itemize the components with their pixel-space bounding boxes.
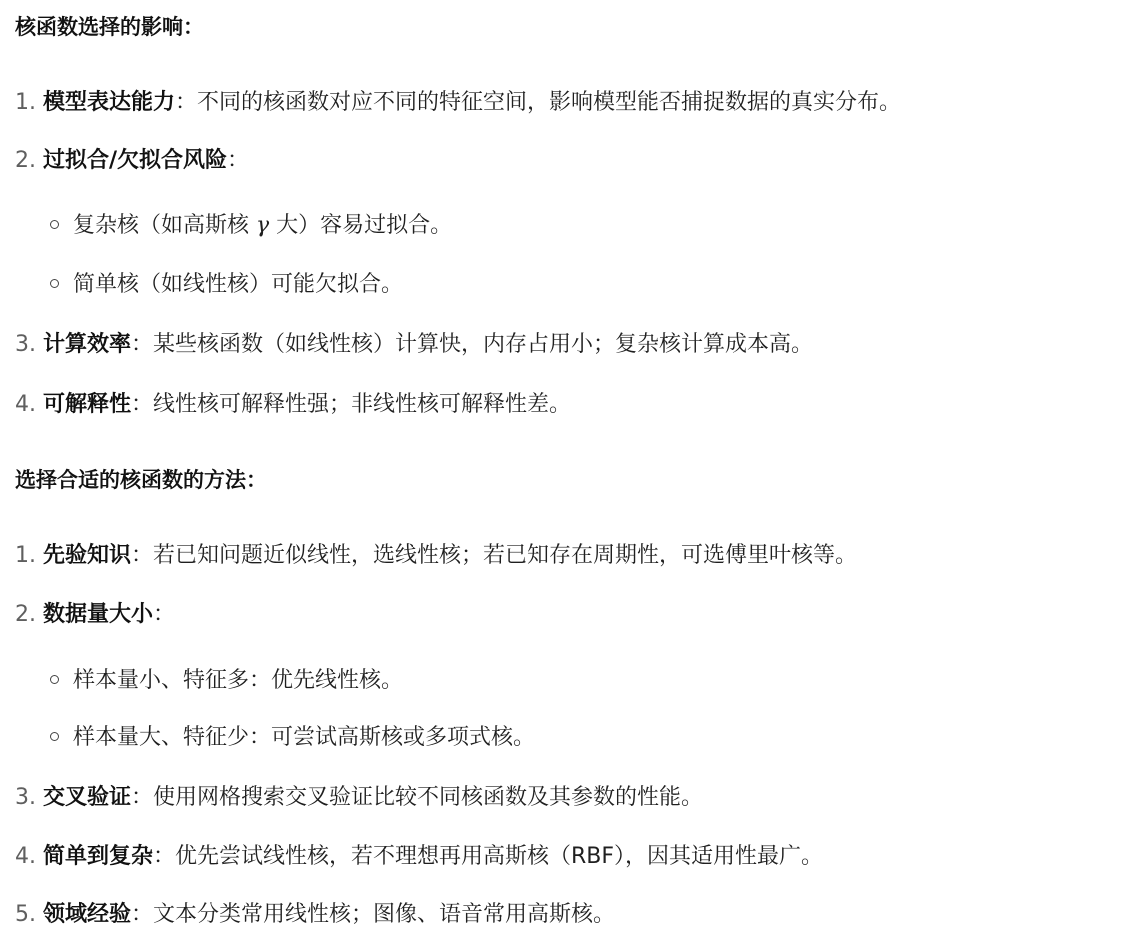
list-term: 模型表达能力: [43, 90, 176, 115]
hollow-circle-bullet-icon: [50, 732, 59, 741]
list-item: [15, 842, 823, 872]
list-text: ：文本分类常用线性核；图像、语音常用高斯核。: [131, 902, 616, 927]
list-text: ：: [153, 602, 176, 627]
list-text: ：若已知问题近似线性，选线性核；若已知存在周期性，可选傅里叶核等。: [131, 543, 858, 568]
sub-item-text: 样本量小、特征多：优先线性核。: [73, 668, 404, 693]
list-number: 1.: [15, 90, 36, 115]
list-term: 可解释性: [43, 392, 132, 417]
list-text: ：使用网格搜索交叉验证比较不同核函数及其参数的性能。: [131, 785, 704, 810]
list-item: [15, 783, 703, 813]
list-term: 交叉验证: [43, 785, 132, 810]
sub-list-item: [50, 666, 403, 696]
list-text: ：某些核函数（如线性核）计算快，内存占用小；复杂核计算成本高。: [131, 332, 814, 357]
list-item: [15, 600, 175, 630]
list-term: 过拟合/欠拟合风险: [43, 148, 228, 173]
sub-list-item: [50, 270, 403, 300]
sub-list-item: [50, 723, 535, 753]
hollow-circle-bullet-icon: [50, 279, 59, 288]
list-number: 3.: [15, 332, 36, 357]
list-text: ：: [227, 148, 250, 173]
list-number: 2.: [15, 602, 36, 627]
hollow-circle-bullet-icon: [50, 220, 59, 229]
section-heading-kernel-impact: 核函数选择的影响：: [15, 15, 204, 39]
list-term: 先验知识: [43, 543, 132, 568]
list-term: 数据量大小: [43, 602, 154, 627]
list-text: ：不同的核函数对应不同的特征空间，影响模型能否捕捉数据的真实分布。: [175, 90, 902, 115]
list-term: 领域经验: [43, 902, 132, 927]
list-item: [15, 88, 901, 118]
sub-item-text: 样本量大、特征少：可尝试高斯核或多项式核。: [73, 725, 536, 750]
list-number: 4.: [15, 392, 36, 417]
gamma-symbol: γ: [256, 213, 270, 238]
list-term: 简单到复杂: [43, 844, 154, 869]
sub-item-text: 复杂核（如高斯核: [73, 213, 256, 238]
list-number: 1.: [15, 543, 36, 568]
list-text: ：优先尝试线性核，若不理想再用高斯核（RBF），因其适用性最广。: [153, 844, 824, 869]
list-item: [15, 390, 571, 420]
list-number: 4.: [15, 844, 36, 869]
list-item: [15, 330, 813, 360]
list-item: [15, 541, 857, 571]
section-heading-selection-methods: 选择合适的核函数的方法：: [15, 468, 267, 492]
list-number: 3.: [15, 785, 36, 810]
sub-item-text: 简单核（如线性核）可能欠拟合。: [73, 272, 404, 297]
sub-list-item: [50, 211, 452, 241]
list-number: 2.: [15, 148, 36, 173]
sub-item-text: 大）容易过拟合。: [269, 213, 453, 238]
list-item: [15, 900, 615, 930]
hollow-circle-bullet-icon: [50, 675, 59, 684]
list-term: 计算效率: [43, 332, 132, 357]
list-number: 5.: [15, 902, 36, 927]
list-item: [15, 146, 249, 176]
list-text: ：线性核可解释性强；非线性核可解释性差。: [131, 392, 572, 417]
